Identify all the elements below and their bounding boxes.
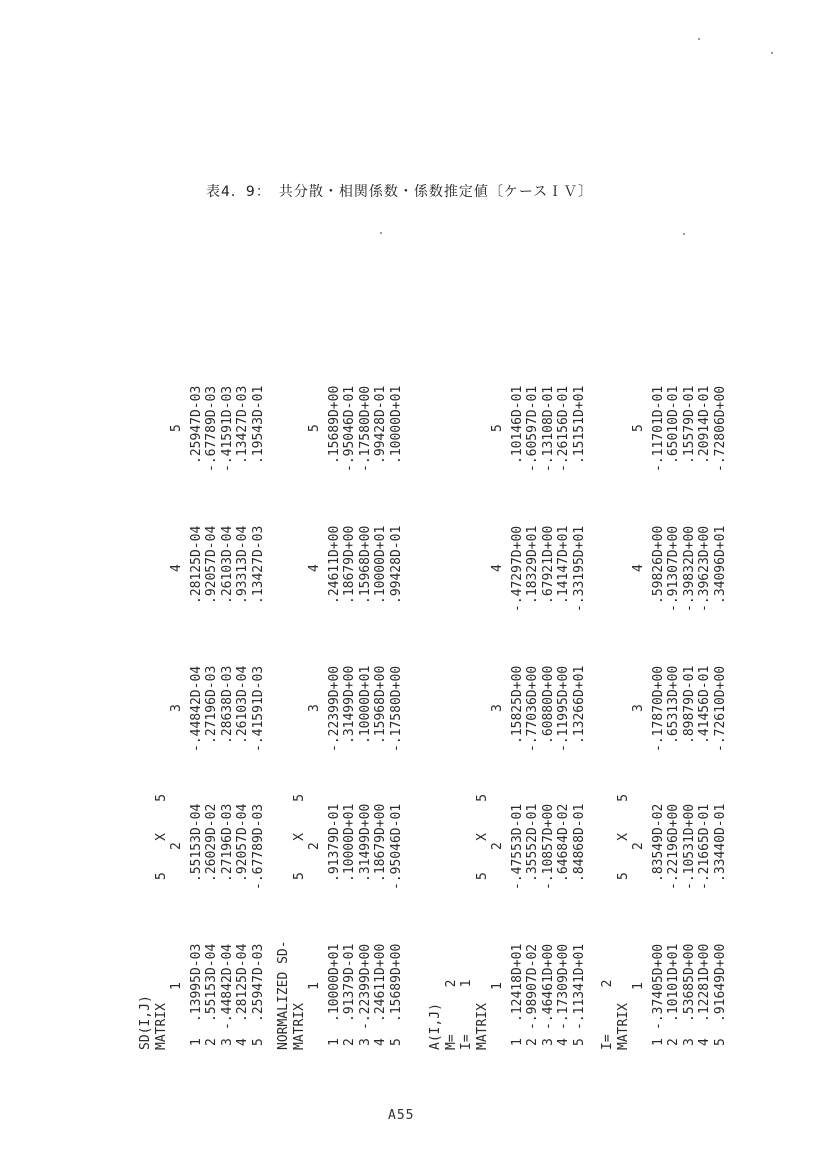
matrix-cell: -.17580D+00: [357, 385, 373, 472]
row-label: 2: [342, 1038, 357, 1046]
matrix-cell: .13995D-03: [188, 943, 204, 1022]
matrix-cell: .83549D-02: [650, 803, 666, 882]
matrix-cell: .92057D-04: [235, 803, 250, 882]
matrix-dimensions: 5 X 5: [153, 793, 169, 880]
matrix-cell: .31499D+00: [357, 803, 373, 882]
matrix-cell: .15968D+00: [357, 525, 373, 604]
page-number: A55: [388, 1108, 415, 1123]
matrix-cell: .35552D-01: [525, 803, 540, 882]
row-label: 4: [556, 1038, 571, 1046]
matrix-cell: .34096D+01: [712, 525, 728, 604]
matrix-cell: .65010D-01: [666, 385, 681, 464]
matrix-cell: .27196D-03: [204, 665, 219, 744]
block-header-line: MATRIX: [615, 1003, 631, 1050]
column-label: 3: [169, 704, 184, 712]
column-label: 4: [169, 564, 184, 572]
matrix-cell: -.22399D+00: [357, 943, 373, 1030]
matrix-cell: -.11701D-01: [650, 385, 666, 472]
matrix-cell: -.13108D-01: [540, 385, 556, 472]
matrix-cell: .18679D+00: [342, 525, 357, 604]
matrix-cell: -.10857D+00: [540, 803, 556, 890]
matrix-cell: .10000D+01: [388, 385, 404, 464]
block-header-line: SD(I,J): [138, 995, 153, 1050]
matrix-cell: .10146D-01: [509, 385, 525, 464]
matrix-dimensions: 5 X 5: [474, 793, 490, 880]
row-label: 5: [712, 1038, 728, 1046]
block-header-line: M= 2: [443, 979, 459, 1050]
column-label: 3: [490, 704, 505, 712]
matrix-cell: -.47553D-01: [509, 803, 525, 890]
column-label: 2: [169, 842, 184, 850]
matrix-cell: .59826D+00: [650, 525, 666, 604]
column-label: 3: [631, 704, 646, 712]
matrix-cell: .15689D+00: [388, 943, 404, 1022]
row-label: 1: [326, 1038, 342, 1046]
matrix-cell: .28125D-04: [235, 943, 250, 1022]
matrix-cell: .15151D+01: [571, 385, 587, 464]
row-label: 3: [681, 1038, 697, 1046]
matrix-cell: -.67789D-03: [204, 385, 219, 472]
matrix-cell: .20914D-01: [697, 385, 712, 464]
matrix-cell: -.95046D-01: [342, 385, 357, 472]
matrix-cell: -.21665D-01: [697, 803, 712, 890]
row-label: 5: [571, 1038, 587, 1046]
row-label: 4: [235, 1038, 250, 1046]
matrix-cell: .33440D-01: [712, 803, 728, 882]
matrix-cell: -.46461D+00: [540, 943, 556, 1030]
block-header-line: NORMALIZED SD-: [276, 940, 291, 1050]
matrix-cell: .55153D-04: [204, 943, 219, 1022]
column-label: 2: [631, 842, 646, 850]
matrix-cell: -.10531D+00: [681, 803, 697, 890]
block-header-line: MATRIX: [153, 1003, 169, 1050]
matrix-cell: -.91307D+00: [666, 525, 681, 612]
row-label: 3: [357, 1038, 373, 1046]
matrix-cell: .31499D+00: [342, 665, 357, 744]
column-label: 4: [490, 564, 505, 572]
matrix-cell: -.33195D+01: [571, 525, 587, 612]
row-label: 2: [204, 1038, 219, 1046]
column-label: 2: [307, 842, 322, 850]
matrix-cell: -.41591D-03: [219, 385, 235, 472]
matrix-cell: .93313D-04: [235, 525, 250, 604]
column-label: 3: [307, 704, 322, 712]
matrix-cell: -.44842D-04: [219, 943, 235, 1030]
scan-speck: [698, 38, 700, 40]
column-label: 1: [631, 982, 646, 990]
matrix-cell: .10000D+01: [357, 665, 373, 744]
matrix-cell: .64684D-02: [556, 803, 571, 882]
matrix-cell: .12418D+01: [509, 943, 525, 1022]
matrix-cell: -.67789D-03: [250, 803, 266, 890]
row-label: 1: [188, 1038, 204, 1046]
matrix-cell: .15579D-01: [681, 385, 697, 464]
matrix-cell: -.37405D+00: [650, 943, 666, 1030]
matrix-cell: .10000D+01: [373, 525, 388, 604]
matrix-cell: .25947D-03: [250, 943, 266, 1022]
column-label: 1: [169, 982, 184, 990]
matrix-cell: .28125D-04: [188, 525, 204, 604]
scan-speck: [771, 52, 773, 54]
matrix-cell: .10101D+01: [666, 943, 681, 1022]
matrix-cell: -.72610D+00: [712, 665, 728, 752]
row-label: 1: [509, 1038, 525, 1046]
matrix-cell: -.39623D+00: [697, 525, 712, 612]
matrix-cell: .28638D-03: [219, 665, 235, 744]
column-label: 2: [490, 842, 505, 850]
matrix-cell: .15689D+00: [326, 385, 342, 464]
block-header-line: MATRIX: [474, 1003, 490, 1050]
matrix-cell: .18679D+00: [373, 803, 388, 882]
matrix-cell: .67921D+00: [540, 525, 556, 604]
matrix-printout: [130, 250, 750, 1050]
matrix-cell: .99428D-01: [373, 385, 388, 464]
matrix-cell: .25947D-03: [188, 385, 204, 464]
matrix-cell: .27196D-03: [219, 803, 235, 882]
matrix-cell: .18329D+01: [525, 525, 540, 604]
matrix-cell: -.95046D-01: [388, 803, 404, 890]
column-label: 5: [490, 424, 505, 432]
matrix-cell: .84868D-01: [571, 803, 587, 882]
matrix-cell: .41456D-01: [697, 665, 712, 744]
scan-speck: [683, 233, 685, 235]
matrix-cell: -.17580D+00: [388, 665, 404, 752]
row-label: 2: [525, 1038, 540, 1046]
matrix-cell: .92057D-04: [204, 525, 219, 604]
matrix-dimensions: 5 X 5: [615, 793, 631, 880]
matrix-dimensions: 5 X 5: [291, 793, 307, 880]
matrix-cell: .91379D-01: [342, 943, 357, 1022]
matrix-cell: -.11341D+01: [571, 943, 587, 1030]
matrix-cell: .13427D-03: [235, 385, 250, 464]
matrix-cell: .15968D+00: [373, 665, 388, 744]
scan-speck: [380, 232, 382, 234]
column-label: 5: [169, 424, 184, 432]
matrix-cell: .55153D-04: [188, 803, 204, 882]
matrix-cell: .89879D-01: [681, 665, 697, 744]
column-label: 4: [631, 564, 646, 572]
column-label: 4: [307, 564, 322, 572]
row-label: 1: [650, 1038, 666, 1046]
matrix-cell: .13266D+01: [571, 665, 587, 744]
matrix-cell: -.26156D-01: [556, 385, 571, 472]
matrix-cell: -.47297D+00: [509, 525, 525, 612]
row-label: 3: [540, 1038, 556, 1046]
matrix-cell: .99428D-01: [388, 525, 404, 604]
matrix-cell: -.11995D+00: [556, 665, 571, 752]
matrix-cell: .19543D-01: [250, 385, 266, 464]
matrix-cell: .91649D+00: [712, 943, 728, 1022]
block-header-line: I= 1: [459, 979, 474, 1050]
row-label: 5: [388, 1038, 404, 1046]
row-label: 4: [697, 1038, 712, 1046]
matrix-cell: -.77036D+00: [525, 665, 540, 752]
matrix-cell: -.98907D-02: [525, 943, 540, 1030]
matrix-cell: .26029D-02: [204, 803, 219, 882]
row-label: 5: [250, 1038, 266, 1046]
matrix-cell: -.39832D+00: [681, 525, 697, 612]
matrix-cell: .26103D-04: [235, 665, 250, 744]
matrix-cell: .10000D+01: [326, 943, 342, 1022]
matrix-cell: .91379D-01: [326, 803, 342, 882]
matrix-cell: -.44842D-04: [188, 665, 204, 752]
matrix-cell: .65313D+00: [666, 665, 681, 744]
row-label: 3: [219, 1038, 235, 1046]
block-header-line: MATRIX: [291, 1003, 307, 1050]
matrix-cell: -.72806D+00: [712, 385, 728, 472]
block-header-line: A(I,J): [428, 1003, 443, 1050]
row-label: 4: [373, 1038, 388, 1046]
matrix-cell: .53685D+00: [681, 943, 697, 1022]
column-label: 1: [307, 982, 322, 990]
matrix-cell: .12281D+00: [697, 943, 712, 1022]
matrix-cell: .26103D-04: [219, 525, 235, 604]
column-label: 5: [631, 424, 646, 432]
block-header-line: I= 2: [600, 979, 615, 1050]
matrix-cell: .24611D+00: [326, 525, 342, 604]
matrix-cell: .14147D+01: [556, 525, 571, 604]
matrix-cell: -.60597D-01: [525, 385, 540, 472]
matrix-cell: .15825D+00: [509, 665, 525, 744]
matrix-cell: .10000D+01: [342, 803, 357, 882]
matrix-cell: -.22399D+00: [326, 665, 342, 752]
matrix-cell: -.41591D-03: [250, 665, 266, 752]
matrix-cell: -.17309D+00: [556, 943, 571, 1030]
matrix-cell: .13427D-03: [250, 525, 266, 604]
column-label: 5: [307, 424, 322, 432]
matrix-cell: .24611D+00: [373, 943, 388, 1022]
matrix-cell: .60880D+00: [540, 665, 556, 744]
column-label: 1: [490, 982, 505, 990]
matrix-cell: -.17870D+00: [650, 665, 666, 752]
row-label: 2: [666, 1038, 681, 1046]
matrix-cell: -.22196D+00: [666, 803, 681, 890]
table-caption: 表4．9： 共分散・相関係数・係数推定値〔ケースＩＶ〕: [206, 184, 594, 200]
